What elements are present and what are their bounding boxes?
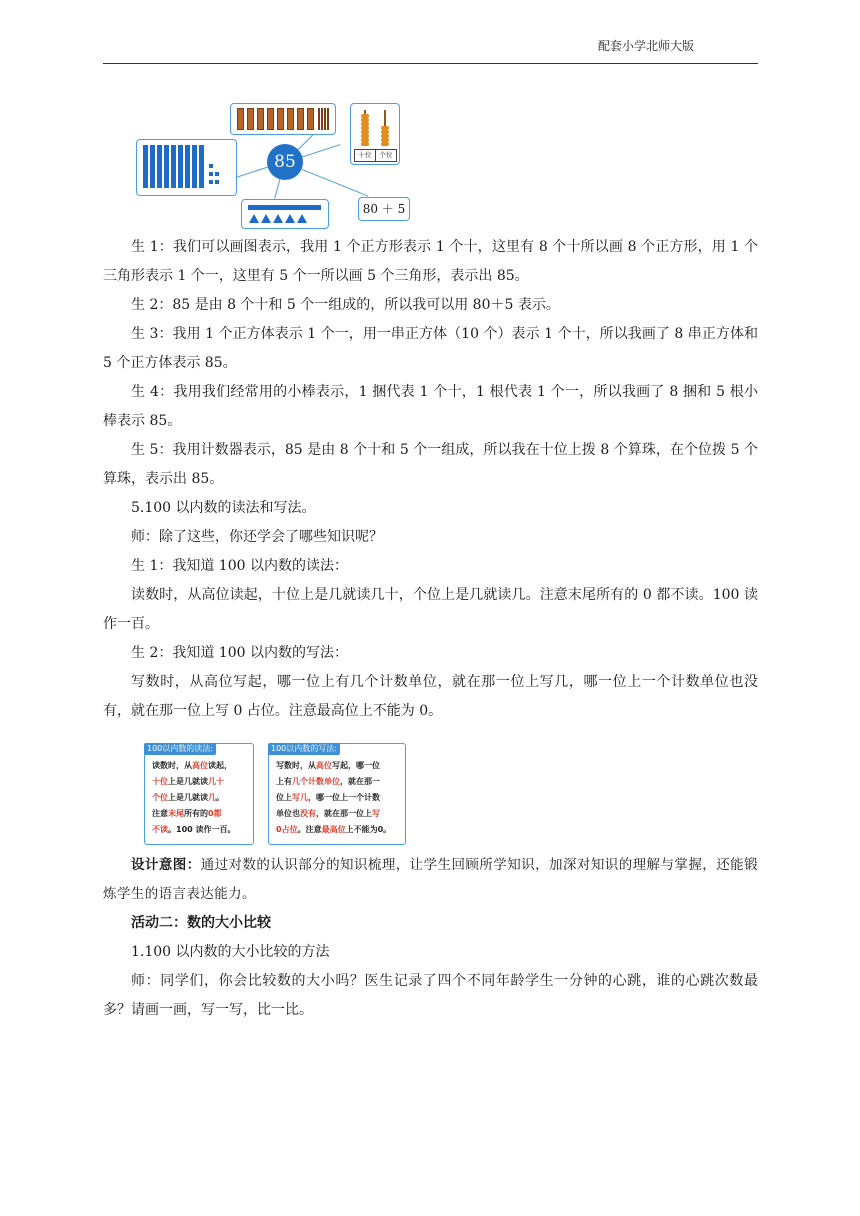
writing-rule-card: 100以内数的写法: 写数时，从高位写起，哪一位 上有几个计数单位，就在那一 位上写几，哪一位上一个计数 单位也没有，就在那一位上写 0占位。注意最高位上不能为0。 xyxy=(268,743,406,845)
cubes-box xyxy=(136,139,237,196)
paragraph-teacher: 师：除了这些，你还学会了哪些知识呢？ xyxy=(131,529,383,545)
header-divider xyxy=(103,63,758,64)
reading-card-title: 100以内数的读法: xyxy=(144,743,216,755)
paragraph-reading-rule: 读数时，从高位读起，十位上是几就读几十，个位上是几就读几。注意末尾所有的 0 都不读。100 读作一百。 xyxy=(103,587,758,632)
reading-rule-card: 100以内数的读法: 读数时，从高位读起， 十位上是几就读几十 个位上是几就读几。 注意末尾所有的0都 不读。100 读作一百。 xyxy=(144,743,254,845)
paragraph-writing-rule: 写数时，从高位写起，哪一位上有几个计数单位，就在那一位上写几，哪一位上一个计数单位也没有，就在那一位上写 0 占位。注意最高位上不能为 0。 xyxy=(103,674,758,719)
paragraph-student-1b: 生 1：我知道 100 以内数的读法： xyxy=(131,558,348,574)
design-intent xyxy=(103,851,758,909)
tens-place-label: 十位 xyxy=(354,149,376,162)
center-number: 85 xyxy=(267,144,303,180)
paragraph-student-1: 生 1：我们可以画图表示，我用 1 个正方形表示 1 个十，这里有 8 个十所以画 8 个正方形，用 1 个三角形表示 1 个一，这里有 5 个一所以画 5 个三角形，表示出 85。 xyxy=(103,239,758,284)
section-heading-5: 5.100 以内数的读法和写法。 xyxy=(131,500,316,516)
abacus-box xyxy=(350,103,400,165)
sticks-box xyxy=(230,103,336,135)
paragraph-student-5: 生 5：我用计数器表示，85 是由 8 个十和 5 个一组成，所以我在十位上拨 8 个算珠，在个位拨 5 个算珠，表示出 85。 xyxy=(103,442,758,487)
paragraph-student-2b: 生 2：我知道 100 以内数的写法： xyxy=(131,645,348,661)
paragraph-student-3: 生 3：我用 1 个正方体表示 1 个一，用一串正方体（10 个）表示 1 个十，所以我画了 8 串正方体和 5 个正方体表示 85。 xyxy=(103,326,758,371)
number-representation-diagram xyxy=(135,100,415,228)
design-intent-text: 通过对数的认识部分的知识梳理，让学生回顾所学知识，加深对知识的理解与掌握，还能锻炼学生的语言表达能力。 xyxy=(103,857,758,902)
activity-two-heading: 活动二：数的大小比较 xyxy=(131,915,271,931)
paragraph-student-2: 生 2：85 是由 8 个十和 5 个一组成的，所以我可以用 80＋5 表示。 xyxy=(131,297,560,313)
header-title: 配套小学北师大版 xyxy=(597,39,694,53)
expression-box: 80 ＋ 5 xyxy=(358,197,410,221)
paragraph-teacher-question: 师：同学们，你会比较数的大小吗？医生记录了四个不同年龄学生一分钟的心跳，谁的心跳次数最多？请画一画，写一写，比一比。 xyxy=(103,973,758,1018)
squares-triangles-box xyxy=(241,199,329,229)
section-heading-1: 1.100 以内数的大小比较的方法 xyxy=(131,944,330,960)
ones-place-label: 个位 xyxy=(375,149,397,162)
writing-card-title: 100以内数的写法: xyxy=(268,743,340,755)
design-intent-label: 设计意图： xyxy=(131,857,201,873)
paragraph-student-4: 生 4：我用我们经常用的小棒表示，1 捆代表 1 个十，1 根代表 1 个一，所以我画了 8 捆和 5 根小棒表示 85。 xyxy=(103,384,758,429)
